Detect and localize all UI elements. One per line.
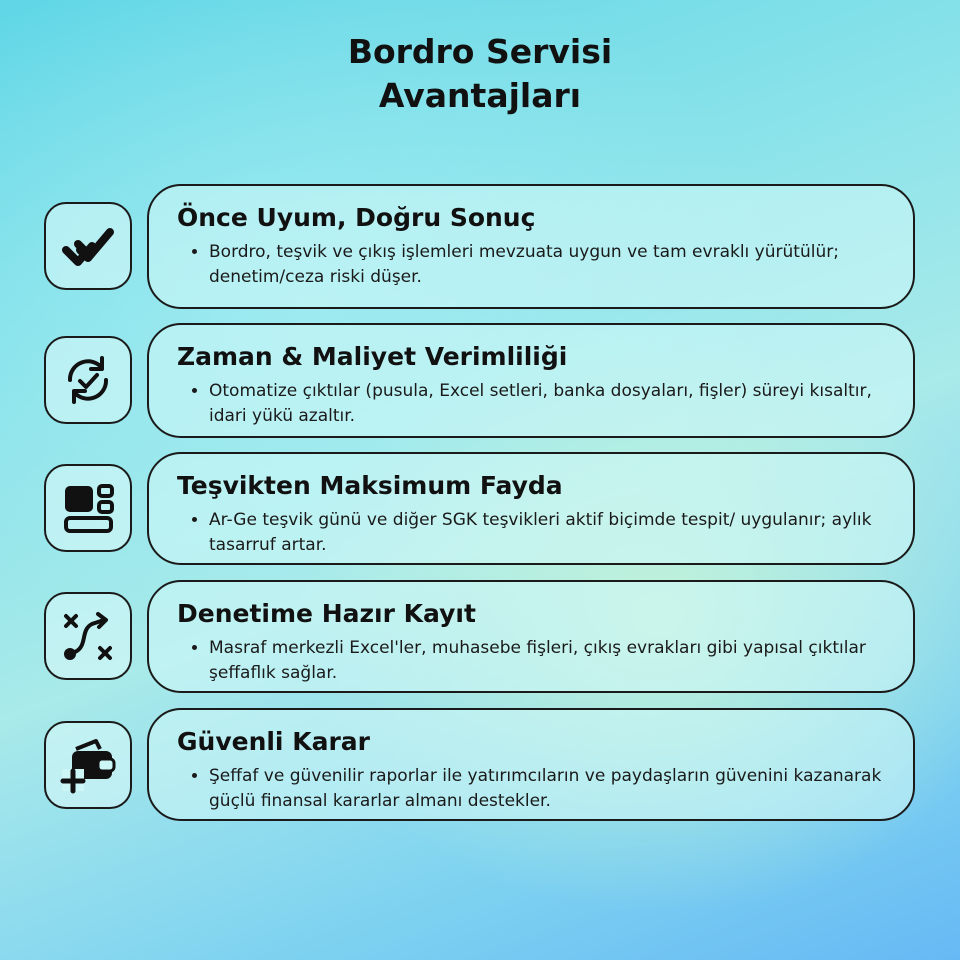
double-check-icon xyxy=(44,202,132,290)
benefit-card-4 xyxy=(147,580,915,693)
wallet-plus-icon xyxy=(44,721,132,809)
title-line-2: Avantajları xyxy=(378,76,582,115)
benefit-text-2: • Otomatize çıktılar (pusula, Excel setleri, banka dosyaları, fişler) süreyi kısaltır, idari yükü azaltır. xyxy=(209,379,885,429)
benefit-card-2 xyxy=(147,323,915,438)
benefit-heading-2: Zaman & Maliyet Verimliliği xyxy=(177,342,568,371)
dashboard-icon xyxy=(44,464,132,552)
benefit-card-5 xyxy=(147,708,915,821)
benefit-card-1 xyxy=(147,184,915,309)
route-icon xyxy=(44,592,132,680)
benefit-text-3: • Ar-Ge teşvik günü ve diğer SGK teşvikleri aktif biçimde tespit/ uygulanır; aylık tasarruf artar. xyxy=(209,508,885,558)
benefit-card-3 xyxy=(147,452,915,565)
benefit-text-5: • Şeffaf ve güvenilir raporlar ile yatırımcıların ve paydaşların güvenini kazanarak güçlü finansal kararlar almanı destekler. xyxy=(209,764,885,814)
benefit-heading-1: Önce Uyum, Doğru Sonuç xyxy=(177,203,536,232)
title-line-1: Bordro Servisi xyxy=(347,32,613,71)
benefit-heading-4: Denetime Hazır Kayıt xyxy=(177,599,476,628)
benefit-text-1: • Bordro, teşvik ve çıkış işlemleri mevzuata uygun ve tam evraklı yürütülür; denetim/ceza riski düşer. xyxy=(209,240,885,290)
page-title xyxy=(0,30,960,118)
benefit-heading-5: Güvenli Karar xyxy=(177,727,370,756)
benefit-heading-3: Teşvikten Maksimum Fayda xyxy=(177,471,563,500)
sync-check-icon xyxy=(44,336,132,424)
benefit-text-4: • Masraf merkezli Excel'ler, muhasebe fişleri, çıkış evrakları gibi yapısal çıktılar şeffaflık sağlar. xyxy=(209,636,885,686)
